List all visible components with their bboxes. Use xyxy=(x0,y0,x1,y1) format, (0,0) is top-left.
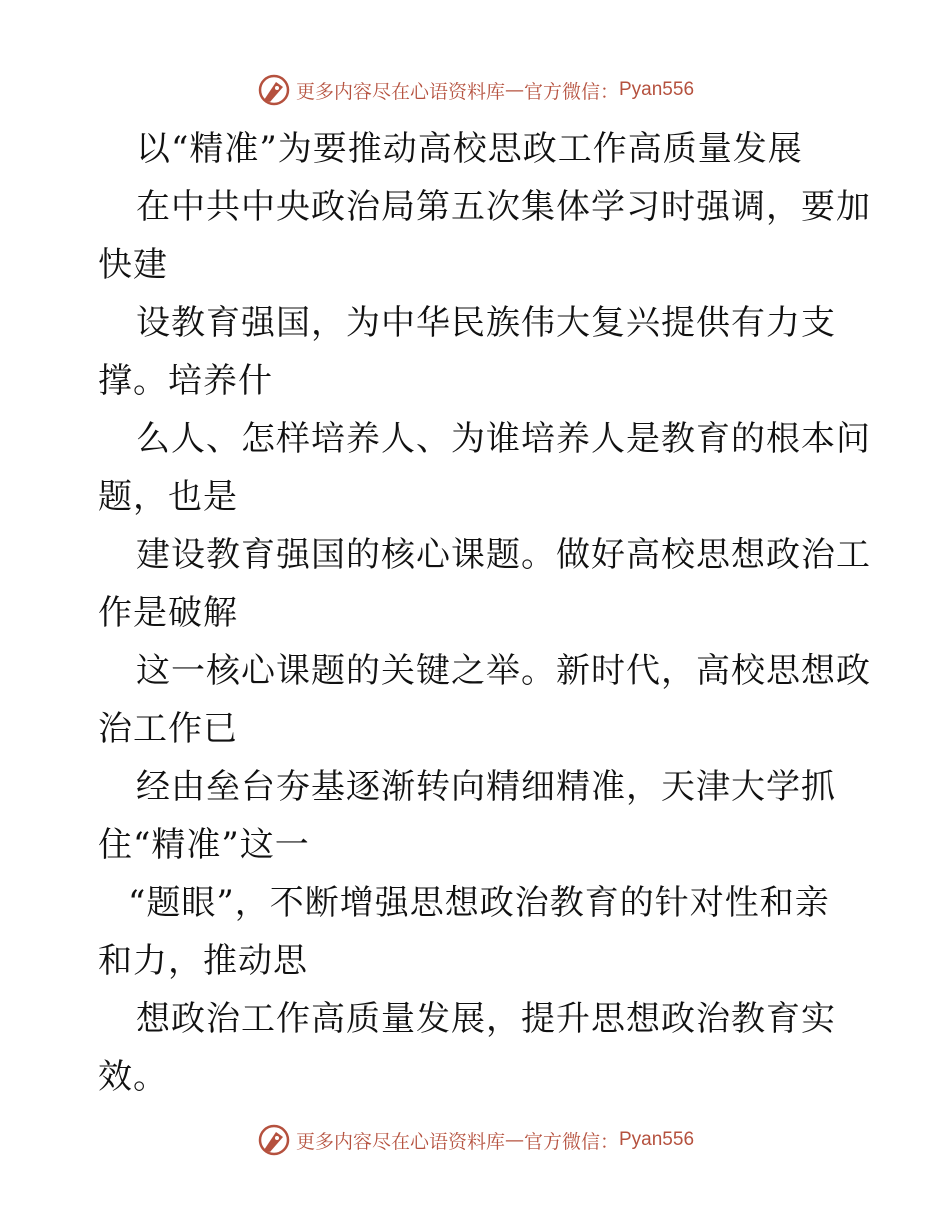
paragraph-line: 么人、怎样培养人、为谁培养人是教育的根本问 xyxy=(136,419,871,459)
banner-separator: — xyxy=(504,79,524,101)
paragraph-line: 和力，推动思 xyxy=(98,941,308,981)
paragraph-line: 题，也是 xyxy=(98,477,238,517)
document-title: 以“精准”为要推动高校思政工作高质量发展 xyxy=(136,129,803,169)
footer-watermark-banner xyxy=(0,1120,950,1160)
paragraph-line: 住“精准”这一 xyxy=(98,825,310,865)
paragraph-line: 经由垒台夯基逐渐转向精细精准，天津大学抓 xyxy=(136,767,836,807)
banner-main-text: 更多内容尽在心语资料库 xyxy=(295,80,505,103)
header-watermark-banner xyxy=(0,70,950,110)
pen-nib-logo-icon xyxy=(256,72,292,108)
paragraph-line: 想政治工作高质量发展，提升思想政治教育实 xyxy=(136,999,836,1039)
banner-main-text: 更多内容尽在心语资料库 xyxy=(295,1130,505,1153)
banner-separator: — xyxy=(504,1129,524,1151)
banner-wechat-label: 官方微信： xyxy=(523,1130,619,1153)
paragraph-line: 这一核心课题的关键之举。新时代，高校思想政 xyxy=(136,651,871,691)
banner-wechat-label: 官方微信： xyxy=(523,80,619,103)
paragraph-line: 在中共中央政治局第五次集体学习时强调，要加 xyxy=(136,187,871,227)
paragraph-line: 建设教育强国的核心课题。做好高校思想政治工 xyxy=(136,535,871,575)
paragraph-line: 治工作已 xyxy=(98,709,238,749)
paragraph-line: “题眼”，不断增强思想政治教育的针对性和亲 xyxy=(128,883,830,923)
banner-wechat-id: Pyan556 xyxy=(619,79,695,100)
paragraph-line: 效。 xyxy=(98,1057,168,1097)
paragraph-line: 作是破解 xyxy=(98,593,238,633)
pen-nib-logo-icon xyxy=(256,1122,292,1158)
document-body xyxy=(98,120,871,1106)
paragraph-line: 设教育强国，为中华民族伟大复兴提供有力支 xyxy=(136,303,836,343)
paragraph-line: 撑。培养什 xyxy=(98,361,273,401)
paragraph-line: 快建 xyxy=(98,245,168,285)
banner-wechat-id: Pyan556 xyxy=(619,1129,695,1150)
